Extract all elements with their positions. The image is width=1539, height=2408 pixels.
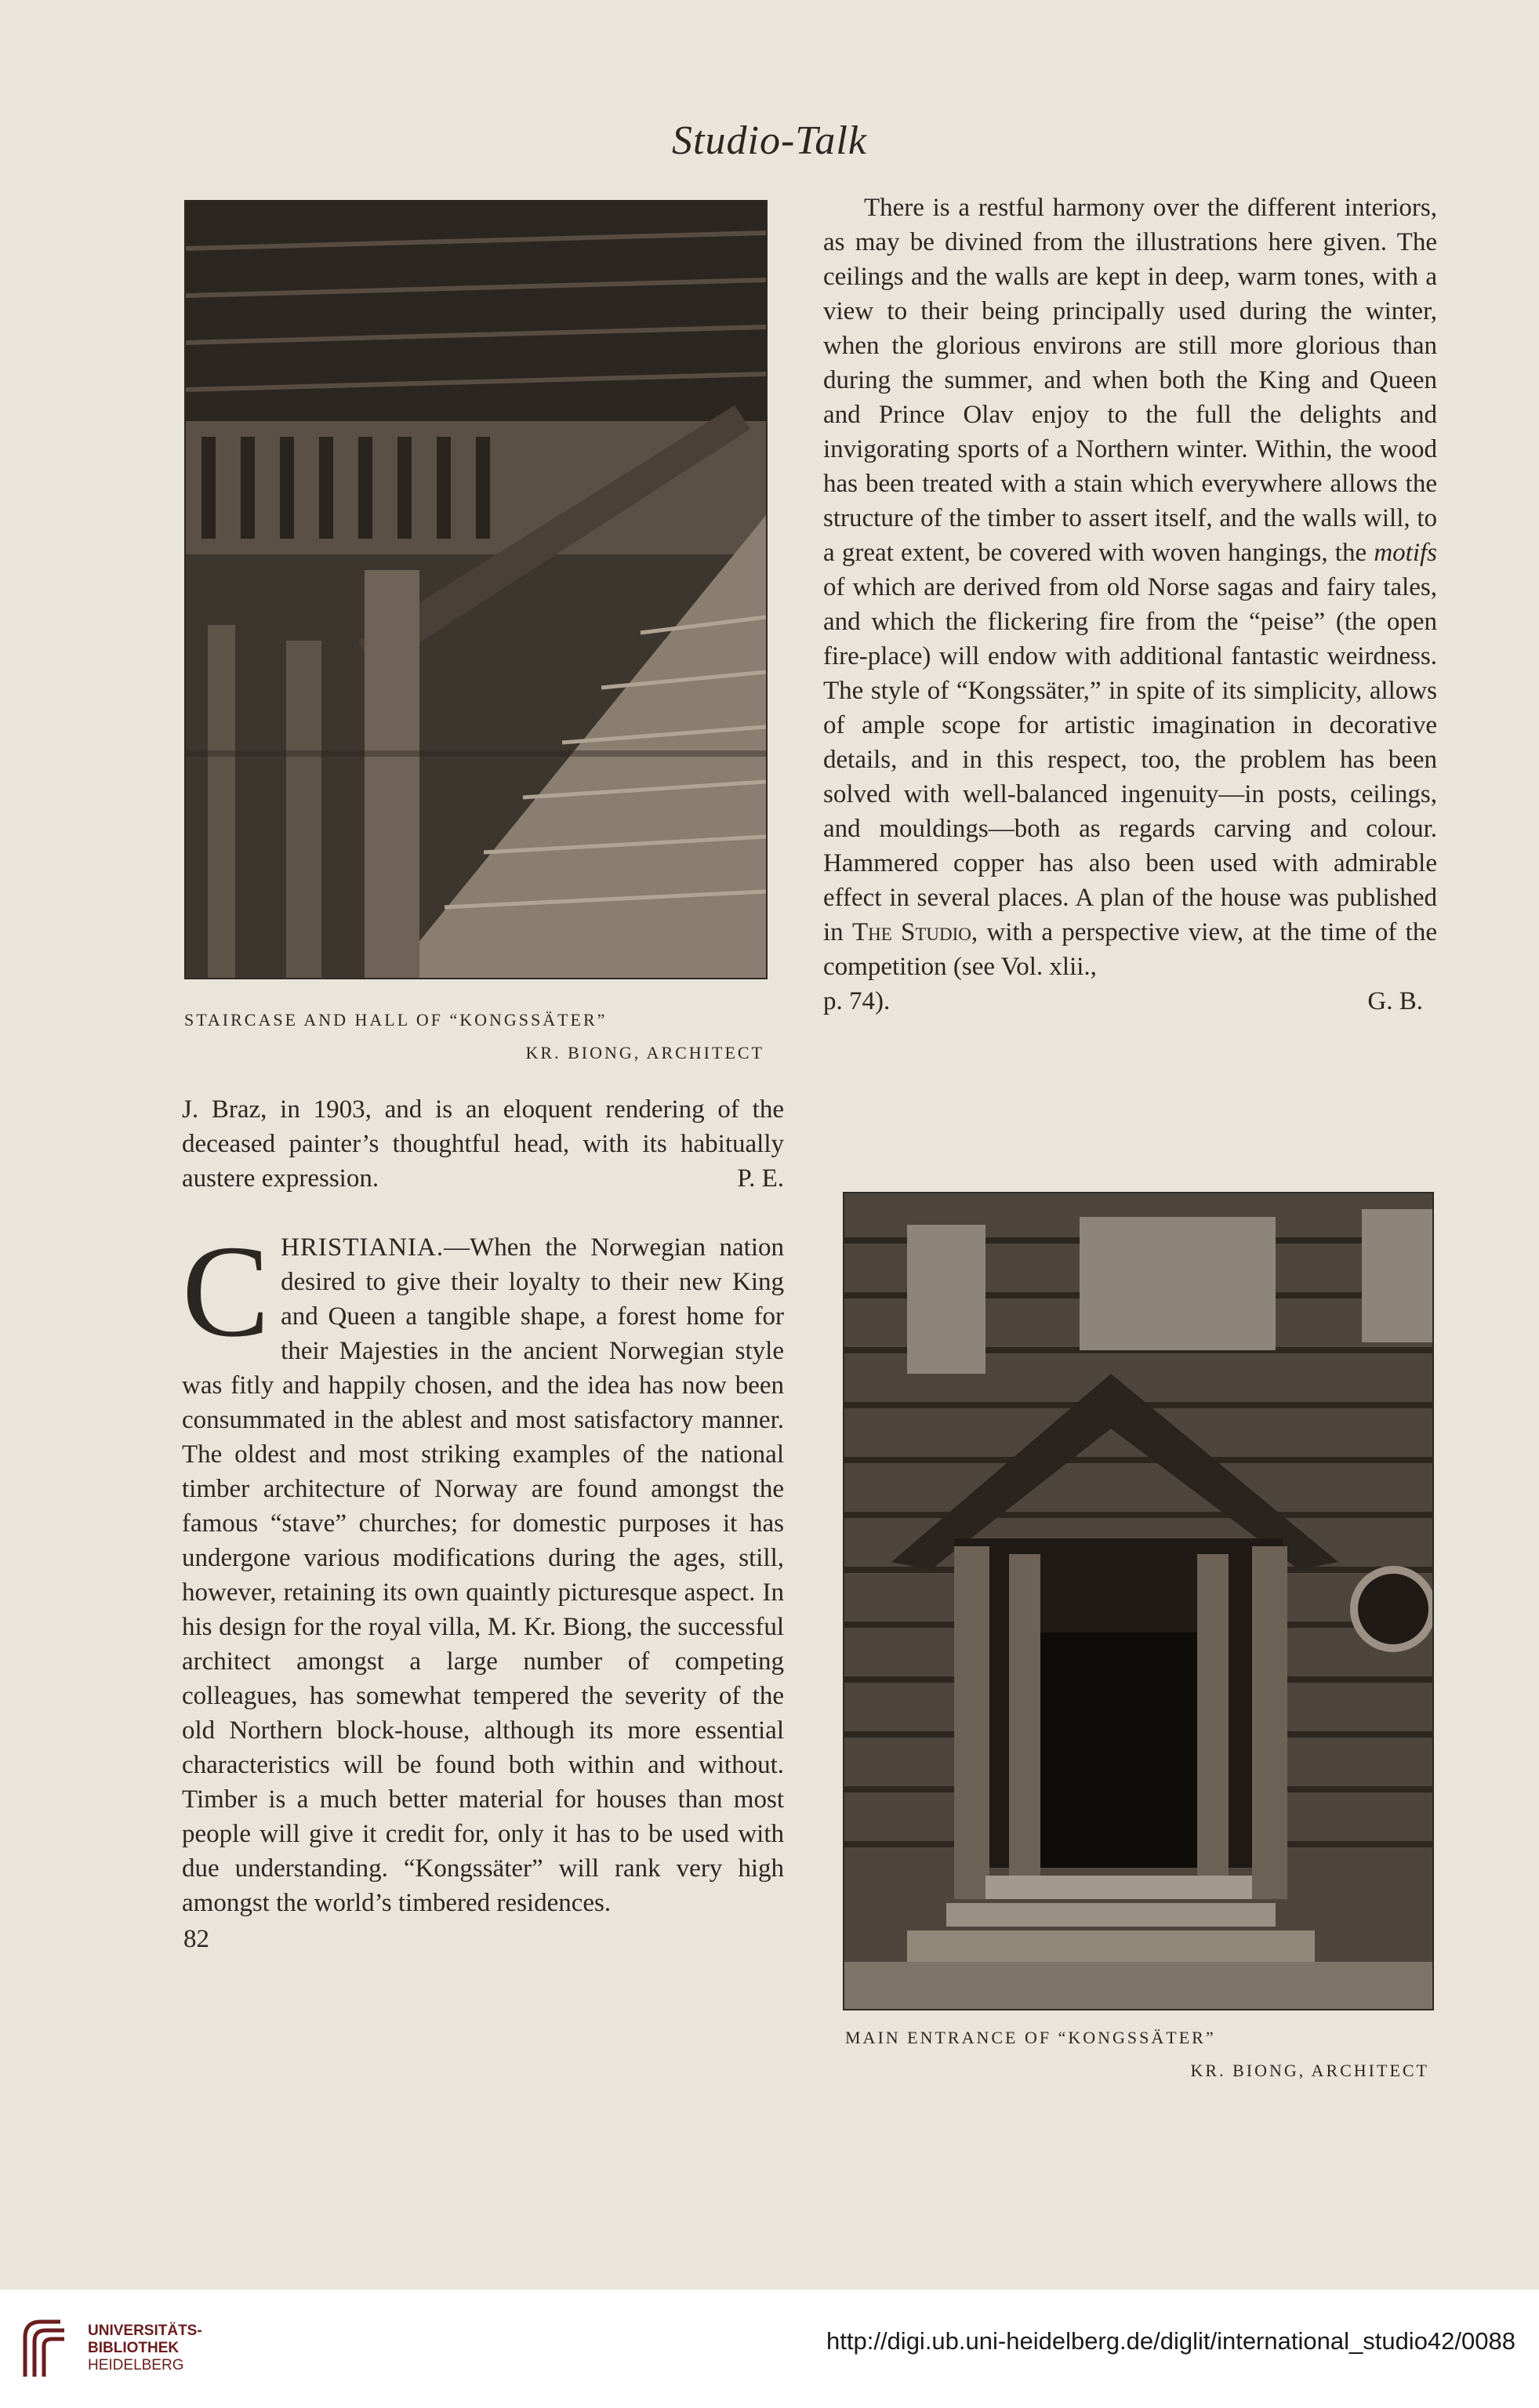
braz-paragraph-text: J. Braz, in 1903, and is an eloquent rendering of the deceased painter’s thoughtful head, with its habitually austere expression. [182,1095,784,1193]
page-title: Studio-Talk [672,118,867,163]
entrance-caption-architect: KR. BIONG, ARCHITECT [1190,2061,1429,2080]
page-number: 82 [183,1925,209,1953]
staircase-caption-title: STAIRCASE AND HALL OF “KONGSSÄTER” [184,1010,608,1030]
right-column [823,191,1437,1019]
christiania-text: —When the Norwegian nation desired to give their loyalty to their new King and Queen a tangible shape, a forest home for their Majesties in the ancient Norwegian style was fitly and happily chosen, and the idea has now been consummated in the ablest and most satisfactory manner. The oldest and most striking examples of the national timber architecture of Norway are found amongst the famous “stave” churches; for domestic purposes it has undergone various modifications during the ages, still, however, retaining its own quaintly picturesque aspect. In his design for the royal villa, M. Kr. Biong, the successful architect amongst a large number of competing colleagues, has somewhat tempered the severity of the old Northern block-house, although its more essential characteristics will be found both within and without. Timber is a much better material for houses than most people will give it credit for, only it has to be used with due understanding. “Kongssäter” will rank very high amongst the world’s timbered residences. [182,1233,784,1917]
christiania-lead: HRISTIANIA. [281,1233,445,1262]
entrance-photo [843,1192,1434,2010]
library-name [88,2323,202,2374]
motifs-word: motifs [1374,539,1437,567]
staircase-caption-architect: KR. BIONG, ARCHITECT [525,1043,764,1062]
left-column [182,1092,784,1956]
christiania-paragraph [182,1219,784,1920]
staircase-photo [184,200,768,979]
drop-cap: C [182,1219,270,1364]
gb-signature: G. B. [1367,987,1423,1015]
staircase-caption [184,1004,764,1070]
harmony-text-part2: of which are derived from old Norse sagas and fairy tales, and which the flickering fire from the “peise” (the open fire-place) will endow with additional fantastic weirdness. The style of “Kongssäter,” in spite of its simplicity, allows of ample scope for artistic imagination in decorative details, and in this respect, too, the problem has been solved with well-balanced ingenuity—in posts, ceilings, and mouldings—both as regards carving and colour. Hammered copper has also been used with admirable effect in several places. A plan of the house was published in [823,573,1437,946]
braz-signature: P. E. [737,1164,784,1193]
library-line-3: HEIDELBERG [88,2357,184,2373]
harmony-text-part1: There is a restful harmony over the different interiors, as may be divined from the illustrations here given. The ceilings and the walls are kept in deep, warm tones, with a view to their being principally used during the winter, when the glorious environs are still more glorious than during the summer, and when both the King and Queen and Prince Olav enjoy to the full the delights and invigorating sports of a Northern winter. Within, the wood has been treated with a stain which everywhere allows the structure of the timber to assert itself, and the walls will, to a great extent, be covered with woven hangings, the [823,194,1437,567]
harmony-last-line: p. 74). [823,987,891,1015]
the-studio-reference: The Studio [851,918,971,946]
library-footer [0,2290,1539,2408]
entrance-caption-title: MAIN ENTRANCE OF “KONGSSÄTER” [845,2028,1216,2047]
library-line-2: BIBLIOTHEK [88,2340,180,2356]
harmony-paragraph [823,191,1437,984]
entrance-caption [845,2021,1429,2087]
library-logo-icon [17,2318,67,2381]
source-url[interactable]: http://digi.ub.uni-heidelberg.de/diglit/international_studio42/0088 [826,2327,1515,2355]
library-line-1: UNIVERSITÄTS- [88,2323,202,2339]
harmony-text-part3: , with a perspective view, at the time of the competition (see Vol. xlii., [823,918,1437,981]
